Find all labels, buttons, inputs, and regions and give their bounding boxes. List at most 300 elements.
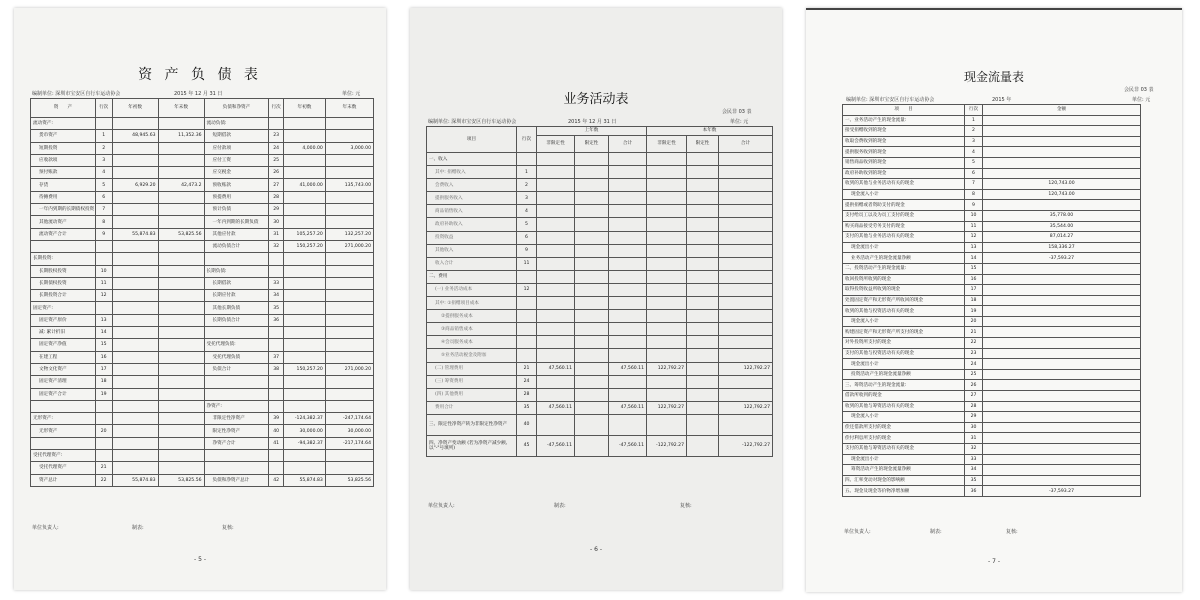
table-cell (647, 283, 687, 296)
table-cell (158, 327, 204, 339)
table-cell: 23 (269, 130, 284, 142)
table-row (31, 302, 374, 314)
table-cell (284, 302, 326, 314)
table-cell (517, 153, 537, 166)
table-cell (647, 414, 687, 435)
table-cell (575, 257, 609, 270)
table-cell (158, 204, 204, 216)
table-cell: 11 (517, 257, 537, 270)
table-cell: 22 (965, 338, 983, 349)
table-row (427, 231, 773, 244)
table-cell (537, 375, 575, 388)
table-cell: 34 (269, 290, 284, 302)
footer-reviewer: 复核: (222, 525, 234, 531)
table-cell: 无形资产: (31, 413, 96, 425)
table-cell: 53,825.56 (158, 228, 204, 240)
table-cell (284, 167, 326, 179)
table-cell (609, 323, 647, 336)
col-header-line: 行次 (517, 127, 537, 153)
table-cell (609, 349, 647, 362)
table-cell: 业务活动产生的现金流量净额 (843, 253, 965, 264)
table-cell (517, 349, 537, 362)
table-row (427, 401, 773, 414)
table-cell: 收到的其他与业务活动有关的现金 (843, 179, 965, 190)
table-cell: 12 (95, 290, 112, 302)
table-cell (575, 218, 609, 231)
table-cell: 预提费用 (204, 191, 269, 203)
table-row (843, 422, 1141, 433)
page-number: - 7 - (988, 558, 1000, 565)
table-cell: 33 (965, 454, 983, 465)
table-cell (269, 450, 284, 462)
table-cell (517, 323, 537, 336)
table-cell: 投资收益 (427, 231, 517, 244)
table-cell (983, 380, 1141, 391)
table-cell: 流动资产: (31, 118, 96, 130)
table-cell (158, 253, 204, 265)
table-cell (687, 218, 719, 231)
table-row (31, 351, 374, 363)
table-row (843, 168, 1141, 179)
table-cell: 19 (95, 388, 112, 400)
table-cell: 47,560.11 (537, 401, 575, 414)
table-cell (537, 257, 575, 270)
table-cell: 现金流出小计 (843, 359, 965, 370)
table-cell: 二、费用 (427, 270, 517, 283)
table-cell (284, 450, 326, 462)
table-cell (687, 297, 719, 310)
currency-label: 单位: 元 (730, 119, 749, 125)
page-title: 业务活动表 (563, 92, 629, 107)
table-cell: 15 (95, 339, 112, 351)
table-cell (719, 231, 773, 244)
footer-responsible: 单位负责人: (32, 525, 59, 531)
table-cell (269, 462, 284, 474)
table-cell: 23 (965, 348, 983, 359)
table-cell: 固定资产: (31, 302, 96, 314)
report-date: 2015 年 12 月 31 日 (568, 119, 617, 125)
table-cell (983, 157, 1141, 168)
table-cell (95, 253, 112, 265)
column-subheader: 限定性 (687, 136, 719, 153)
table-cell (647, 231, 687, 244)
table-cell: 55,874.83 (112, 228, 158, 240)
table-cell: -124,382.37 (284, 413, 326, 425)
table-cell (983, 422, 1141, 433)
table-cell (983, 115, 1141, 126)
table-cell (325, 191, 373, 203)
table-cell: ④会员服务成本 (427, 336, 517, 349)
table-cell (158, 437, 204, 449)
table-cell: 固定资产净值 (31, 339, 96, 351)
table-cell (609, 388, 647, 401)
table-cell: 8 (965, 189, 983, 200)
table-cell (647, 192, 687, 205)
table-cell (112, 204, 158, 216)
table-cell: 37 (269, 351, 284, 363)
balance-sheet-page (14, 8, 386, 590)
table-row (31, 277, 374, 289)
table-cell: 无形资产 (31, 425, 96, 437)
table-cell: 26 (269, 167, 284, 179)
table-cell: 现金流入小计 (843, 189, 965, 200)
table-cell (95, 118, 112, 130)
table-cell: -37,593.27 (983, 486, 1141, 497)
table-cell (284, 154, 326, 166)
table-cell (204, 388, 269, 400)
table-cell: 现金流入小计 (843, 412, 965, 423)
table-cell: -122,792.27 (647, 435, 687, 456)
footer-reviewer: 复核: (680, 503, 692, 509)
table-cell (158, 191, 204, 203)
table-cell (687, 257, 719, 270)
table-row (843, 274, 1141, 285)
table-cell (112, 462, 158, 474)
table-cell (112, 265, 158, 277)
table-cell (687, 179, 719, 192)
table-cell (325, 265, 373, 277)
table-row (31, 314, 374, 326)
table-cell: 3 (95, 154, 112, 166)
column-subheader: 合计 (719, 136, 773, 153)
table-cell: 122,792.27 (647, 362, 687, 375)
table-row (31, 118, 374, 130)
table-row (843, 433, 1141, 444)
table-cell (983, 433, 1141, 444)
table-cell (983, 359, 1141, 370)
table-row (427, 270, 773, 283)
table-row (427, 414, 773, 435)
table-cell (284, 118, 326, 130)
table-cell: 47,560.11 (609, 362, 647, 375)
table-row (843, 316, 1141, 327)
table-cell (325, 339, 373, 351)
table-row (31, 240, 374, 252)
table-cell (325, 327, 373, 339)
table-cell: 20 (95, 425, 112, 437)
table-cell (719, 192, 773, 205)
table-cell: 待摊费用 (31, 191, 96, 203)
table-cell (112, 327, 158, 339)
page-number: - 5 - (194, 556, 206, 563)
table-cell (647, 336, 687, 349)
table-cell: 9 (95, 228, 112, 240)
table-row (843, 475, 1141, 486)
table-cell (325, 400, 373, 412)
table-cell: 收到的其他与投资活动有关的现金 (843, 306, 965, 317)
table-cell: -37,593.27 (983, 253, 1141, 264)
table-cell (158, 167, 204, 179)
table-cell: 现金流入小计 (843, 316, 965, 327)
table-cell (719, 414, 773, 435)
table-cell (687, 283, 719, 296)
table-cell (112, 351, 158, 363)
table-cell (575, 270, 609, 283)
table-cell (325, 253, 373, 265)
table-cell: 150,257.20 (284, 240, 326, 252)
table-cell (158, 413, 204, 425)
table-cell: 预收账款 (204, 179, 269, 191)
table-cell: 47,560.11 (609, 401, 647, 414)
table-cell: 158,336.27 (983, 242, 1141, 253)
table-cell: -47,560.11 (537, 435, 575, 456)
table-cell (983, 147, 1141, 158)
table-cell: 现金流出小计 (843, 242, 965, 253)
table-cell (575, 244, 609, 257)
col-group-current-year: 本年数 (647, 127, 773, 136)
table-row (843, 401, 1141, 412)
table-row (31, 413, 374, 425)
table-cell (112, 400, 158, 412)
table-cell: 41 (269, 437, 284, 449)
table-row (427, 218, 773, 231)
table-cell: 非限定性净资产 (204, 413, 269, 425)
table-row (31, 154, 374, 166)
table-cell: 其他流动资产 (31, 216, 96, 228)
table-cell (687, 205, 719, 218)
table-row (843, 115, 1141, 126)
table-cell: 36 (269, 314, 284, 326)
table-cell (719, 205, 773, 218)
table-cell: 13 (965, 242, 983, 253)
table-cell (95, 302, 112, 314)
table-cell (95, 450, 112, 462)
unit-label: 编制单位: 深圳市宝安区自行车运动协会 (32, 91, 121, 97)
table-cell (284, 216, 326, 228)
table-cell (983, 306, 1141, 317)
table-cell: 32 (269, 240, 284, 252)
table-cell: 34 (965, 465, 983, 476)
table-cell: -122,792.27 (719, 435, 773, 456)
table-cell (647, 244, 687, 257)
table-cell (983, 401, 1141, 412)
footer-reviewer: 复核: (1006, 529, 1018, 535)
table-cell (112, 118, 158, 130)
table-cell (575, 435, 609, 456)
table-cell (158, 314, 204, 326)
table-cell (537, 270, 575, 283)
table-cell (204, 462, 269, 474)
table-cell: 2 (965, 126, 983, 137)
table-row (427, 388, 773, 401)
table-cell: -47,560.11 (609, 435, 647, 456)
table-cell: 2 (95, 142, 112, 154)
table-cell (537, 192, 575, 205)
table-row (31, 179, 374, 191)
table-row (843, 444, 1141, 455)
table-row (427, 244, 773, 257)
form-number: 会民非 03 表 (722, 109, 752, 115)
table-cell: 购买商品接受劳务支付的现金 (843, 221, 965, 232)
table-cell (687, 270, 719, 283)
col-group-prior-year: 上年数 (537, 127, 647, 136)
table-row (31, 290, 374, 302)
table-cell (687, 323, 719, 336)
table-cell (647, 166, 687, 179)
table-cell: 21 (517, 362, 537, 375)
table-cell (719, 323, 773, 336)
table-cell: 7 (965, 179, 983, 190)
table-cell (284, 388, 326, 400)
table-cell: 1 (517, 166, 537, 179)
table-cell (537, 166, 575, 179)
table-cell (575, 231, 609, 244)
table-cell: 长期负债: (204, 265, 269, 277)
column-header: 项 目 (843, 105, 965, 116)
table-cell: 长期负债合计 (204, 314, 269, 326)
table-cell (983, 465, 1141, 476)
table-cell: 6 (95, 191, 112, 203)
table-cell (112, 216, 158, 228)
table-row (427, 192, 773, 205)
table-cell (983, 200, 1141, 211)
table-cell (325, 130, 373, 142)
table-cell: 负债合计 (204, 363, 269, 375)
table-cell: 14 (965, 253, 983, 264)
table-cell (158, 142, 204, 154)
table-cell (575, 310, 609, 323)
table-cell (687, 414, 719, 435)
table-cell: 应付工资 (204, 154, 269, 166)
table-cell: 三、筹资活动产生的现金流量: (843, 380, 965, 391)
table-cell: 13 (95, 314, 112, 326)
footer-responsible: 单位负责人: (428, 503, 455, 509)
table-cell: 35,778.00 (983, 210, 1141, 221)
table-cell: 36 (965, 486, 983, 497)
table-row (31, 130, 374, 142)
table-cell: 限定性净资产 (204, 425, 269, 437)
table-cell (609, 414, 647, 435)
table-cell: 一、收入 (427, 153, 517, 166)
table-cell: 应交税金 (204, 167, 269, 179)
table-cell (158, 400, 204, 412)
table-cell (269, 400, 284, 412)
table-cell (983, 475, 1141, 486)
table-cell: 5 (965, 157, 983, 168)
table-cell (537, 414, 575, 435)
table-cell: 25 (965, 369, 983, 380)
table-cell (609, 310, 647, 323)
table-cell (284, 130, 326, 142)
table-cell (609, 336, 647, 349)
table-cell (687, 362, 719, 375)
cash-flow-table (842, 104, 1141, 497)
table-cell: 取得投资收益所收到的现金 (843, 285, 965, 296)
footer-responsible: 单位负责人: (844, 529, 871, 535)
table-cell (647, 375, 687, 388)
table-cell: 38 (269, 363, 284, 375)
table-row (427, 310, 773, 323)
table-cell: 35 (965, 475, 983, 486)
table-cell (537, 218, 575, 231)
table-cell: 40 (269, 425, 284, 437)
column-header: 金额 (983, 105, 1141, 116)
table-cell (112, 277, 158, 289)
table-cell (95, 437, 112, 449)
table-cell: 偿付利息所支付的现金 (843, 433, 965, 444)
table-cell (158, 388, 204, 400)
table-cell (719, 349, 773, 362)
table-cell (609, 153, 647, 166)
table-cell (609, 231, 647, 244)
table-cell (719, 218, 773, 231)
table-cell: 固定资产合计 (31, 388, 96, 400)
table-cell: 一、业务活动产生的现金流量: (843, 115, 965, 126)
page-title: 资 产 负 债 表 (138, 67, 262, 83)
table-cell (325, 118, 373, 130)
table-cell: 42 (269, 474, 284, 486)
table-cell: 二、投资活动产生的现金流量: (843, 263, 965, 274)
report-date: 2015 年 12 月 31 日 (174, 91, 223, 97)
table-cell (112, 339, 158, 351)
table-cell (537, 244, 575, 257)
table-cell (719, 375, 773, 388)
table-cell: 受托代理资产: (31, 450, 96, 462)
table-cell: 受托代理资产 (31, 462, 96, 474)
table-cell: 132,257.20 (325, 228, 373, 240)
table-row (843, 295, 1141, 306)
table-cell (537, 297, 575, 310)
table-cell: 受托代理负债: (204, 339, 269, 351)
table-cell: (三) 筹资费用 (427, 375, 517, 388)
table-cell (112, 450, 158, 462)
column-subheader: 非限定性 (537, 136, 575, 153)
table-cell (983, 295, 1141, 306)
table-cell (609, 283, 647, 296)
table-row (427, 336, 773, 349)
table-cell: 1 (965, 115, 983, 126)
table-cell (687, 336, 719, 349)
table-cell: 收取会费收到的现金 (843, 136, 965, 147)
table-cell (158, 277, 204, 289)
table-cell (983, 454, 1141, 465)
table-cell (647, 179, 687, 192)
table-cell (575, 192, 609, 205)
table-row (843, 327, 1141, 338)
table-cell: 一年内到期的长期债权投资 (31, 204, 96, 216)
table-cell (983, 327, 1141, 338)
table-cell (983, 412, 1141, 423)
table-cell: 271,000.20 (325, 363, 373, 375)
table-cell (325, 351, 373, 363)
table-cell: 三、限定性净资产转为非限定性净资产 (427, 414, 517, 435)
table-cell: 28 (517, 388, 537, 401)
table-cell: 26 (965, 380, 983, 391)
table-row (31, 142, 374, 154)
table-cell: 18 (965, 295, 983, 306)
table-cell (204, 327, 269, 339)
table-cell (158, 240, 204, 252)
activity-statement-table (426, 126, 773, 457)
table-cell: 8 (95, 216, 112, 228)
table-cell: 四、净资产变动额 (若为净资产减少额, 以"-"号填列) (427, 435, 517, 456)
footer-preparer: 制表: (930, 529, 942, 535)
table-cell: 短期借款 (204, 130, 269, 142)
table-cell (537, 388, 575, 401)
currency-label: 单位: 元 (1132, 97, 1151, 103)
table-cell (158, 290, 204, 302)
table-cell (983, 136, 1141, 147)
table-row (31, 339, 374, 351)
table-cell: -94,382.37 (284, 437, 326, 449)
table-cell (609, 179, 647, 192)
table-cell: 120,743.00 (983, 179, 1141, 190)
page-title: 现金流量表 (963, 70, 1024, 84)
table-cell (269, 265, 284, 277)
table-cell: 流动负债: (204, 118, 269, 130)
form-number: 会民非 03 表 (1124, 87, 1154, 93)
table-row (843, 412, 1141, 423)
